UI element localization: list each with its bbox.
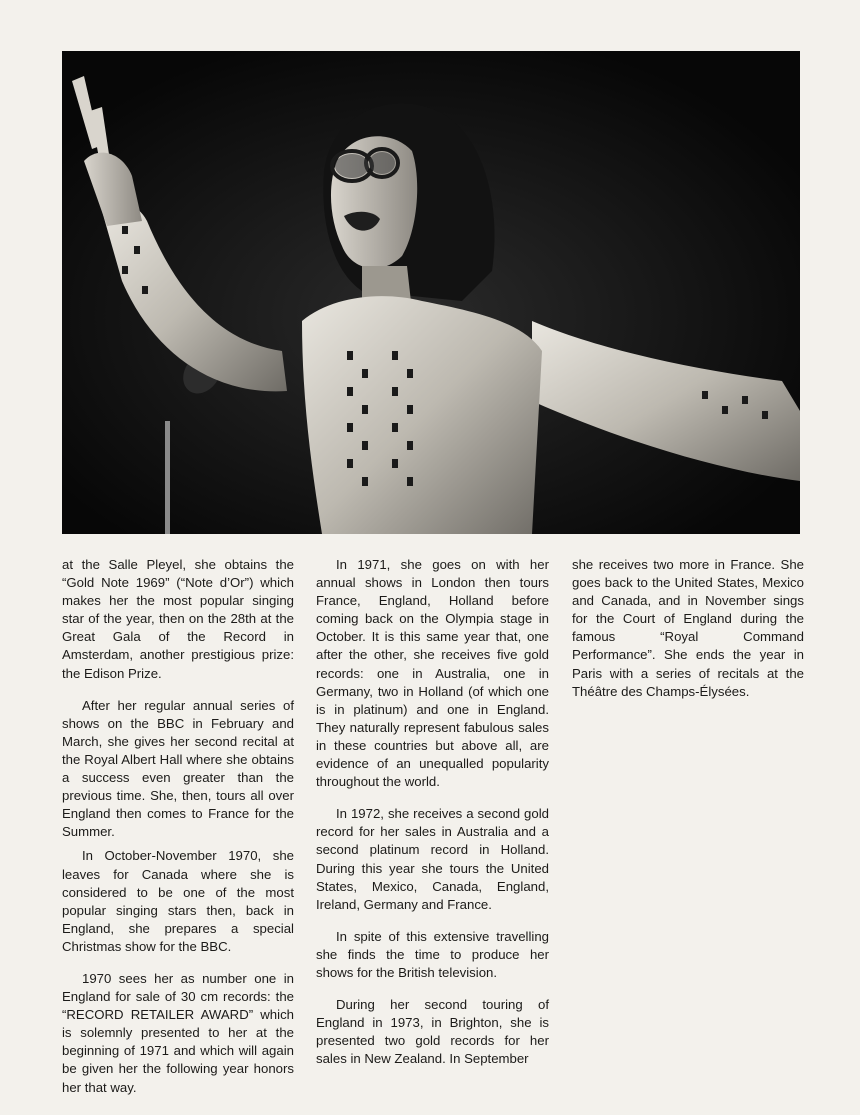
photo-illustration (62, 51, 800, 534)
paragraph: In 1971, she goes on with her annual shows in London then tours France, England, Holland before coming back on the Olympia stage in October. It is this same year that, one after the other, she receives five gold records: one in Australia, one in Germany, two in Holland (of which one is in platinum) and one in England. They naturally represent fabulous sales in these countries but above all, are evidence of an unequalled popularity throughout the world. (316, 557, 549, 790)
paragraph: In October-November 1970, she leaves for Canada where she is considered to be one of the most popular singing stars then, back in England, she prepares a special Christmas show for the BBC. (62, 848, 294, 954)
paragraph: at the Salle Pleyel, she obtains the “Gold Note 1969” (“Note d’Or”) which makes her the most popular singing star of the year, then on the 28th at the Great Gala of the Record in Amsterdam, another prestigious prize: the Edison Prize. (62, 557, 294, 681)
paragraph: After her regular annual series of shows on the BBC in February and March, she gives her second recital at the Royal Albert Hall where she obtains a success even greater than the previous time. She, then, tours all over England then comes to France for the Summer. (62, 697, 294, 840)
paragraph: In spite of this extensive travelling she finds the time to produce her shows for the British television. (316, 928, 549, 980)
text-column-1 (62, 556, 294, 1111)
text-column-3 (572, 556, 804, 715)
paragraph: In 1972, she receives a second gold record for her sales in Australia and a second platinum record in Holland. During this year she tours the United States, Mexico, Canada, England, Ireland, Germany and France. (316, 806, 549, 912)
paragraph: she receives two more in France. She goes back to the United States, Mexico and Canada, and in November sings for the Court of England during the famous “Royal Command Performance”. She ends the year in Paris with a series of recitals at the Théâtre des Champs-Élysées. (572, 557, 804, 699)
paragraph: 1970 sees her as number one in England for sale of 30 cm records: the “RECORD RETAILER AWARD” which is solemnly presented to her at the beginning of 1971 and which will again be given her the following year honors her that way. (62, 970, 294, 1095)
text-column-2 (316, 556, 549, 1082)
singer-performing-photo (62, 51, 800, 534)
gown (302, 296, 542, 534)
paragraph: During her second touring of England in 1973, in Brighton, she is presented two gold records for her sales in New Zealand. In September (316, 997, 549, 1067)
mic-stand (165, 421, 170, 534)
